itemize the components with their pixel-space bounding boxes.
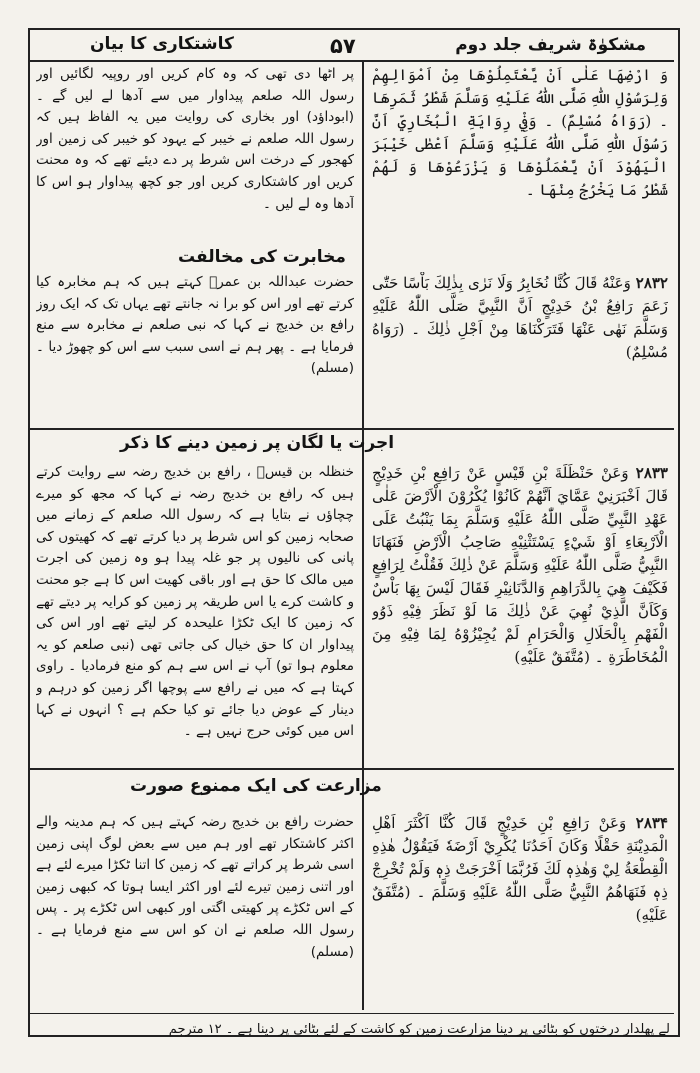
arabic-text: وَعَنْ رَافِعِ بْنِ خَدِيْجٍ قَالَ كُنَّا اَكْثَرَ اَهْلِ الْمَدِيْنَةِ حَقْلًا وَكَانَ اَحَدُنَا يُكْرِيْ اَرْضَهٗ فَيَقُوْلُ هٰذِهِ الْقِطْعَةُ لِيْ وَهٰذِهٖ لَكَ فَرُبَّمَا اَخْرَجَتْ ذِهٖ وَلَمْ تُخْرِجْ ذِهٖ فَنَهَاهُمُ النَّبِيُّ صَلَّى اللّٰهُ عَلَيْهِ وَسَلَّمَ ۔ (مُتَّفَقٌ عَلَيْهِ) bbox=[372, 814, 668, 924]
hadith-2834-arabic bbox=[372, 812, 668, 1006]
hadith-2834-translation bbox=[36, 812, 354, 1006]
hadith-2833-translation bbox=[36, 462, 354, 762]
section-heading-mukhabarat: مخابرت کی مخالفت bbox=[178, 247, 346, 267]
section-rule bbox=[30, 428, 674, 430]
section-rule bbox=[30, 768, 674, 770]
hadith-2832-arabic bbox=[372, 272, 668, 422]
urdu-text: حضرت رافع بن خدیج رضہ کہتے ہیں کہ ہم مدینہ والے اکثر کاشتکار تھے اور ہم میں سے بعض لوگ اپنی زمین اسی شرط پر کراتے تھے کہ زمین کا اتنا ٹکڑا میرے لئے ہے اور اتنی زمین تیرے لئے اور اکثر ایسا ہوتا کہ کبھی زمین کے اس ٹکڑے پر کھیتی اگتی اور کبھی اس ٹکڑے پر ۔ پس رسول اللہ صلعم نے ان کو اس سے منع فرمایا ہے ۔ (مسلم) bbox=[36, 814, 354, 960]
page-header bbox=[30, 30, 674, 62]
urdu-translation-continuation bbox=[36, 64, 354, 250]
chapter-title: کاشتکاری کا بیان bbox=[90, 34, 234, 54]
hadith-number: ۲۸۳۴ bbox=[635, 814, 668, 832]
urdu-text: پر اٹھا دی تھی کہ وہ کام کریں اور روپیہ لگائیں اور رسول اللہ صلعم پیداوار میں سے آدھا لے لیں گے ۔ (ابوداؤد) اور بخاری کی روایت میں یہ الفاظ ہیں کہ رسول اللہ صلعم نے خیبر کے یہود کو خیبر کی زمین اور کھجور کے درخت اس شرط پر دے دیئے تھے کہ وہ محنت کریں اور کاشتکاری کریں اور جو کچھ پیداوار ہو اس کا آدھا وہ لے لیں ۔ bbox=[36, 66, 354, 212]
arabic-text: وَعَنْهُ قَالَ كُنَّا نُخَابِرُ وَلَا نَرٰى بِذٰلِكَ بَاْسًا حَتّٰى زَعَمَ رَافِعُ بْنُ خَدِيْجٍ اَنَّ النَّبِيَّ صَلَّى اللّٰهُ عَلَيْهِ وَسَلَّمَ نَهٰى عَنْهَا فَتَرَكْنَاهَا مِنْ اَجْلِ ذٰلِكَ ۔ (رَوَاهُ مُسْلِمٌ) bbox=[372, 274, 668, 361]
urdu-text: خنظلہ بن قیسؓ ، رافع بن خدیج رضہ سے روایت کرتے ہیں کہ رافع بن خدیج رضہ نے کہا کہ مجھ کو میرے چچاؤں نے بتایا ہے کہ رسول اللہ صلعم کے زمانے میں صحابہ زمین کو اس شرط پر دیا کرتے تھے کہ کھیتوں کی پانی کی نالیوں پر جو غلہ پیدا ہو وہ زمین کی اجرت میں مالک کا حق ہے اور باقی کھیت اس کا ہے جو محنت و کاشت کرے یا اس طریقہ پر زمین کو کرایہ پر دیتے تھے کہ زمین کا ایک ٹکڑا علیحدہ کر لیتے تھے اور اس کی پیداوار ان کا حق خیال کی جاتی تھی (نبی صلعم کو یہ معلوم ہوا تو) آپ نے اس سے ہم کو منع فرمادیا ۔ راوی کہتا ہے کہ میں نے رافع سے پوچھا اگر زمین کو درہم و دینار کے عوض دیا جائے تو کیا حکم ہے ؟ انہوں نے کہا اس میں کوئی حرج نہیں ہے ۔ bbox=[36, 464, 354, 740]
arabic-text: وَعَنْ حَنْظَلَةَ بْنِ قَيْسٍ عَنْ رَافِعِ بْنِ خَدِيْجٍ قَالَ اَخْبَرَنِيْ عَمَّايَ اَنَّهُمْ كَانُوْا يُكْرُوْنَ الْاَرْضَ عَلٰى عَهْدِ النَّبِيِّ صَلَّى اللّٰهُ عَلَيْهِ وَسَلَّمَ بِمَا يَنْبُتُ عَلَى الْاَرْبِعَاءِ اَوْ شَيْءٍ يَسْتَثْنِيْهِ صَاحِبُ الْاَرْضِ فَنَهَانَا النَّبِيُّ صَلَّى اللّٰهُ عَلَيْهِ وَسَلَّمَ عَنْ ذٰلِكَ فَقُلْتُ لِرَافِعٍ فَكَيْفَ هِيَ بِالدَّرَاهِمِ وَالدَّنَانِيْرِ فَقَالَ لَيْسَ بِهَا بَاْسٌ وَكَاَنَّ الَّذِيْ نُهِيَ عَنْ ذٰلِكَ مَا لَوْ نَظَرَ فِيْهِ ذَوُو الْفَهْمِ بِالْحَلَالِ وَالْحَرَامِ لَمْ يُجِيْزُوْهُ لِمَا فِيْهِ مِنَ الْمُخَاطَرَةِ ۔ (مُتَّفَقٌ عَلَيْهِ) bbox=[372, 464, 668, 666]
column-divider bbox=[362, 62, 364, 1010]
hadith-2832-translation bbox=[36, 272, 354, 422]
hadith-number: ۲۸۳۳ bbox=[635, 464, 668, 482]
hadith-number: ۲۸۳۲ bbox=[635, 274, 668, 292]
footnote-rule bbox=[30, 1013, 674, 1014]
page-number: ۵۷ bbox=[330, 34, 356, 58]
section-heading-muzaraat: مزارعت کی ایک ممنوع صورت bbox=[130, 776, 382, 796]
urdu-text: حضرت عبداللہ بن عمرؓ کہتے ہیں کہ ہم مخابرہ کیا کرتے تھے اور اس کو برا نہ جانتے تھے یہاں تک کہ ایک روز رافع بن خدیج نے کہا کہ نبی صلعم نے مخابرہ سے منع فرمایا ہے ۔ پھر ہم نے اسی سبب سے اس کو چھوڑ دیا ۔ (مسلم) bbox=[36, 274, 354, 377]
section-heading-ijrat: اجرت یا لگان پر زمین دینے کا ذکر bbox=[120, 433, 395, 453]
book-title: مشکوٰۃ شریف جلد دوم bbox=[455, 35, 646, 55]
hadith-2833-arabic bbox=[372, 462, 668, 762]
arabic-text: وَ ارْضِهَا عَلٰى اَنْ يَّعْتَمِلُوْهَا مِنْ اَمْوَالِهِمْ وَلِرَسُوْلِ اللّٰهِ صَلَّى اللّٰهُ عَلَيْهِ وَسَلَّمَ شَطْرُ ثَمَرِهَا ۔ (رَوَاهُ مُسْلِمٌ) ۔ وَفِيْ رِوَايَةِ الْبُخَارِيِّ اَنَّ رَسُوْلَ اللّٰهِ صَلَّى اللّٰهُ عَلَيْهِ وَسَلَّمَ اَعْطٰى خَيْبَرَ الْيَهُوْدَ اَنْ يَّعْمَلُوْهَا وَ يَزْرَعُوْهَا وَ لَهُمْ شَطْرُ مَا يَخْرُجُ مِنْهَا ۔ bbox=[372, 66, 668, 199]
arabic-text-continuation bbox=[372, 64, 668, 250]
footnote: لے پھلدار درختوں کو بٹائی پر دینا مزارعت زمین کو کاشت کے لئے بٹائی پر دینا ہے ۔ ۱۲ مترجم bbox=[168, 1022, 670, 1037]
